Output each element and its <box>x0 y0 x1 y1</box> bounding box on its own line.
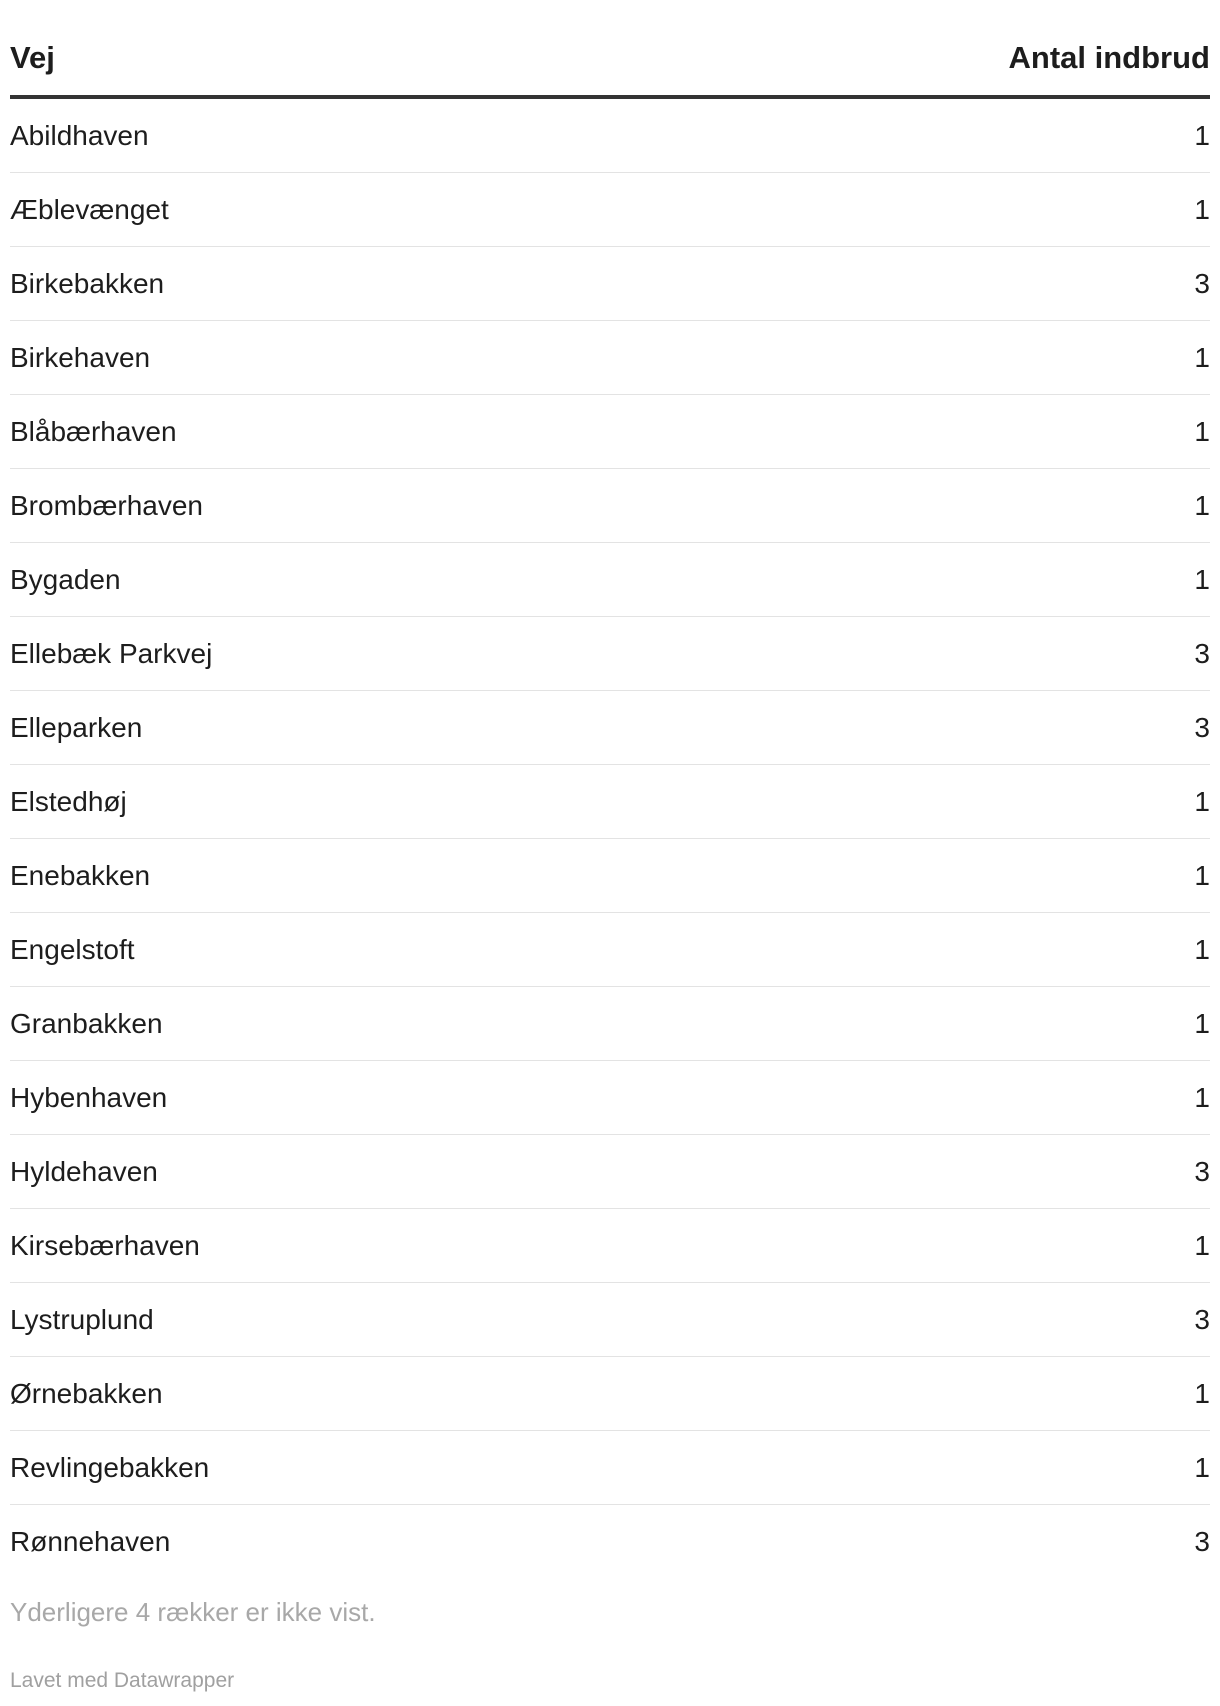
street-name-cell: Ellebæk Parkvej <box>10 637 213 669</box>
table-row <box>10 1061 1210 1135</box>
datawrapper-credit: Lavet med Datawrapper <box>10 1669 235 1692</box>
street-name-cell: Elstedhøj <box>10 785 127 817</box>
table-row <box>10 1135 1210 1209</box>
street-name-cell: Ørnebakken <box>10 1377 163 1409</box>
burglary-count-cell: 3 <box>1194 1303 1210 1335</box>
table-row <box>10 691 1210 765</box>
burglary-count-cell: 1 <box>1194 563 1210 595</box>
table-row <box>10 321 1210 395</box>
table-row <box>10 617 1210 691</box>
burglary-count-cell: 1 <box>1194 1007 1210 1039</box>
street-name-cell: Hybenhaven <box>10 1081 168 1113</box>
burglary-count-cell: 1 <box>1194 1451 1210 1483</box>
burglary-count-cell: 1 <box>1194 933 1210 965</box>
table-row <box>10 469 1210 543</box>
table-row <box>10 99 1210 173</box>
table-body <box>10 99 1210 1579</box>
burglary-count-cell: 3 <box>1194 637 1210 669</box>
table-row <box>10 1357 1210 1431</box>
street-name-cell: Elleparken <box>10 711 143 743</box>
table-row <box>10 395 1210 469</box>
data-table <box>10 0 1210 1579</box>
burglary-count-cell: 3 <box>1194 1526 1210 1557</box>
burglary-count-cell: 3 <box>1194 711 1210 743</box>
table-row <box>10 1209 1210 1283</box>
street-name-cell: Blåbærhaven <box>10 415 177 447</box>
street-name-cell: Rønnehaven <box>10 1526 171 1557</box>
street-name-cell: Æblevænget <box>10 193 169 225</box>
burglary-count-cell: 3 <box>1194 1155 1210 1187</box>
table-row <box>10 173 1210 247</box>
burglary-count-cell: 1 <box>1194 785 1210 817</box>
more-rows-note: Yderligere 4 rækker er ikke vist. <box>10 1597 376 1627</box>
burglary-count-cell: 1 <box>1194 341 1210 373</box>
table-row <box>10 839 1210 913</box>
burglary-count-cell: 1 <box>1194 489 1210 521</box>
street-name-cell: Engelstoft <box>10 933 135 965</box>
street-name-cell: Enebakken <box>10 859 151 891</box>
burglary-count-cell: 1 <box>1194 119 1210 151</box>
burglary-count-cell: 3 <box>1194 267 1210 299</box>
burglary-count-cell: 1 <box>1194 1377 1210 1409</box>
street-name-cell: Abildhaven <box>10 119 149 151</box>
table-row <box>10 247 1210 321</box>
table-row <box>10 1283 1210 1357</box>
burglary-count-cell: 1 <box>1194 193 1210 225</box>
column-header-count[interactable]: Antal indbrud <box>1008 40 1210 75</box>
table-row <box>10 765 1210 839</box>
street-name-cell: Hyldehaven <box>10 1155 158 1187</box>
burglary-count-cell: 1 <box>1194 859 1210 891</box>
burglary-count-cell: 1 <box>1194 415 1210 447</box>
street-name-cell: Brombærhaven <box>10 489 203 521</box>
table-row <box>10 913 1210 987</box>
table-row <box>10 543 1210 617</box>
table-row <box>10 1505 1210 1579</box>
table-row <box>10 987 1210 1061</box>
street-name-cell: Granbakken <box>10 1007 163 1039</box>
burglary-count-cell: 1 <box>1194 1229 1210 1261</box>
column-header-street[interactable]: Vej <box>10 40 55 75</box>
street-name-cell: Lystruplund <box>10 1303 154 1335</box>
street-name-cell: Birkebakken <box>10 267 165 299</box>
street-name-cell: Bygaden <box>10 563 121 595</box>
burglary-count-cell: 1 <box>1194 1081 1210 1113</box>
street-name-cell: Birkehaven <box>10 341 151 373</box>
table-header <box>10 0 1210 99</box>
table-row <box>10 1431 1210 1505</box>
street-name-cell: Kirsebærhaven <box>10 1229 200 1261</box>
street-name-cell: Revlingebakken <box>10 1451 210 1483</box>
